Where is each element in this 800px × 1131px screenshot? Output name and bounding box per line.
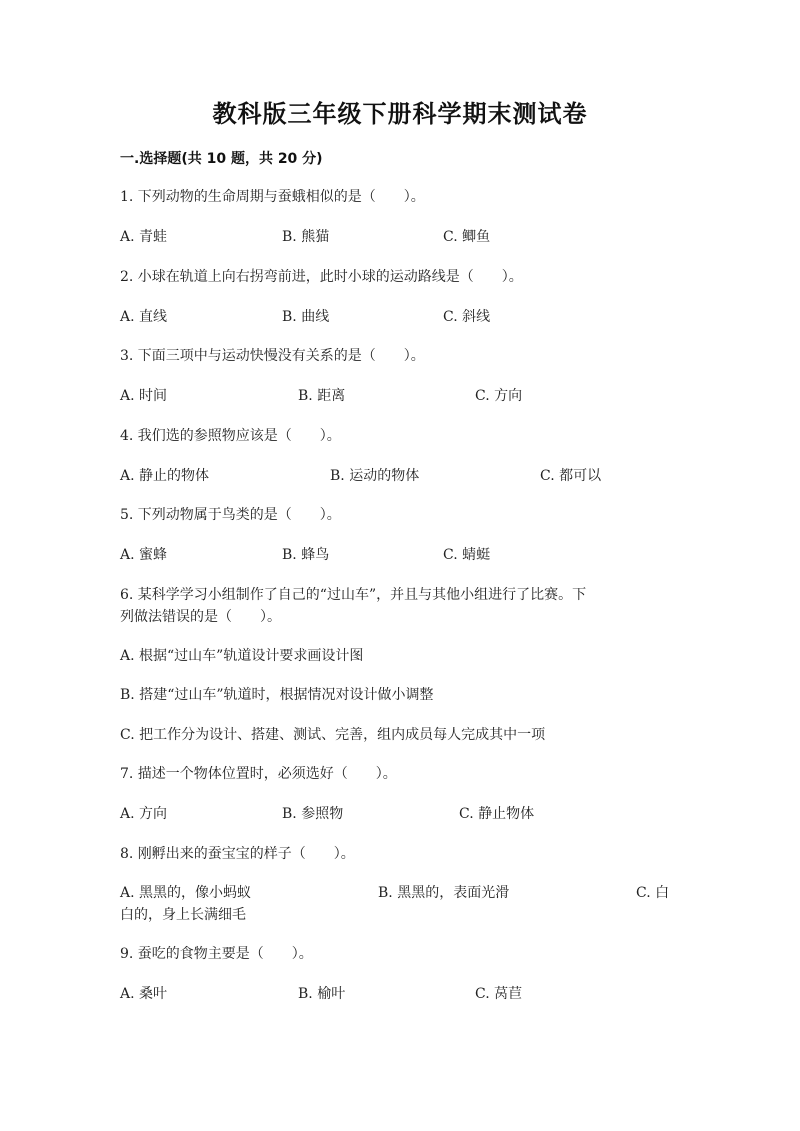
q6-option-a: A. 根据“过山车”轨道设计要求画设计图 bbox=[120, 648, 364, 664]
question-2: 2. 小球在轨道上向右拐弯前进，此时小球的运动路线是（ ）。 bbox=[120, 269, 523, 285]
q9-option-b: B. 榆叶 bbox=[298, 986, 346, 1002]
q8-option-b: B. 黑黑的，表面光滑 bbox=[378, 885, 510, 901]
q5-option-c: C. 蜻蜓 bbox=[443, 547, 491, 563]
question-5: 5. 下列动物属于鸟类的是（ ）。 bbox=[120, 507, 341, 523]
q2-option-b: B. 曲线 bbox=[282, 309, 330, 325]
q5-option-b: B. 蜂鸟 bbox=[282, 547, 330, 563]
question-4: 4. 我们选的参照物应该是（ ）。 bbox=[120, 428, 341, 444]
q6-option-c: C. 把工作分为设计、搭建、测试、完善，组内成员每人完成其中一项 bbox=[120, 727, 546, 743]
question-9: 9. 蚕吃的食物主要是（ ）。 bbox=[120, 946, 313, 962]
q1-option-a: A. 青蛙 bbox=[120, 229, 168, 245]
q6-option-b: B. 搭建“过山车”轨道时，根据情况对设计做小调整 bbox=[120, 687, 434, 703]
question-7: 7. 描述一个物体位置时，必须选好（ ）。 bbox=[120, 766, 397, 782]
q3-option-a: A. 时间 bbox=[120, 388, 168, 404]
question-1: 1. 下列动物的生命周期与蚕蛾相似的是（ ）。 bbox=[120, 189, 425, 205]
q3-option-b: B. 距离 bbox=[298, 388, 346, 404]
q1-option-b: B. 熊猫 bbox=[282, 229, 330, 245]
q7-option-c: C. 静止物体 bbox=[459, 806, 535, 822]
q2-option-c: C. 斜线 bbox=[443, 309, 491, 325]
q3-option-c: C. 方向 bbox=[475, 388, 523, 404]
page-title: 教科版三年级下册科学期末测试卷 bbox=[212, 100, 588, 128]
q4-option-b: B. 运动的物体 bbox=[330, 468, 420, 484]
q1-option-c: C. 鲫鱼 bbox=[443, 229, 491, 245]
q8-option-a: A. 黑黑的，像小蚂蚁 bbox=[120, 885, 252, 901]
q9-option-c: C. 莴苣 bbox=[475, 986, 523, 1002]
q8-option-c: C. 白 bbox=[636, 885, 670, 901]
question-8: 8. 刚孵出来的蚕宝宝的样子（ ）。 bbox=[120, 846, 355, 862]
q4-option-a: A. 静止的物体 bbox=[120, 468, 210, 484]
q7-option-a: A. 方向 bbox=[120, 806, 168, 822]
question-3: 3. 下面三项中与运动快慢没有关系的是（ ）。 bbox=[120, 348, 425, 364]
section-heading: 一.选择题(共 10 题，共 20 分) bbox=[120, 151, 323, 167]
question-6-line-1: 6. 某科学学习小组制作了自己的“过山车”，并且与其他小组进行了比赛。下 bbox=[120, 587, 587, 603]
q5-option-a: A. 蜜蜂 bbox=[120, 547, 168, 563]
q4-option-c: C. 都可以 bbox=[540, 468, 602, 484]
q7-option-b: B. 参照物 bbox=[282, 806, 344, 822]
q8-option-c-continued: 白的，身上长满细毛 bbox=[120, 907, 246, 923]
question-6-line-2: 列做法错误的是（ ）。 bbox=[120, 609, 281, 625]
q2-option-a: A. 直线 bbox=[120, 309, 168, 325]
q9-option-a: A. 桑叶 bbox=[120, 986, 168, 1002]
